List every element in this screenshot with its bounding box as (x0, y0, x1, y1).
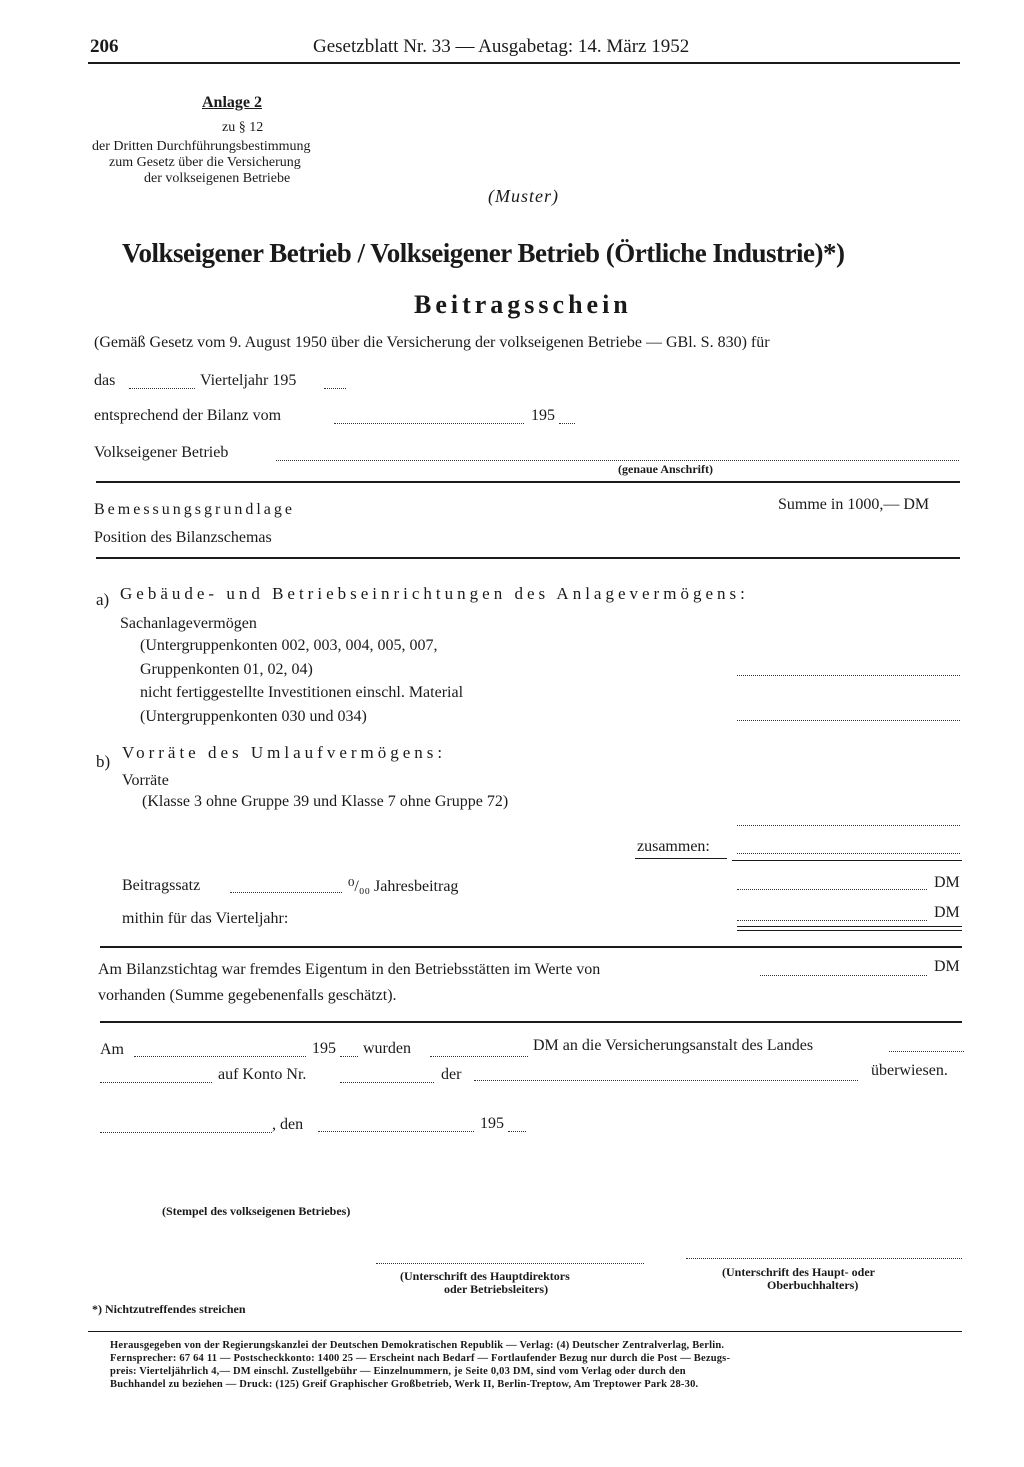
konto-nr-field[interactable] (340, 1082, 434, 1083)
bank-field[interactable] (474, 1080, 858, 1081)
signature-hauptdirektor-line[interactable] (376, 1263, 644, 1264)
section-rule-3 (100, 946, 962, 948)
annex-line2: zum Gesetz über die Versicherung (109, 155, 301, 170)
konto-prefix-field[interactable] (100, 1082, 212, 1083)
signature-hauptdirektor-l1: (Unterschrift des Hauptdirektors (400, 1269, 570, 1283)
imprint-line2: Fernsprecher: 67 64 11 — Postscheckkonto: 1400 25 — Erscheint nach Bedarf — Fortlaufender Bezug nur durch die Post — Bezugs- (110, 1353, 731, 1364)
zusammen-field[interactable] (737, 853, 960, 854)
intro-text: (Gemäß Gesetz vom 9. August 1950 über die Versicherung der volkseigenen Betriebe — GBl. S. 830) für (94, 334, 770, 351)
muster-label: (Muster) (488, 186, 559, 206)
betrag-field[interactable] (430, 1056, 528, 1057)
den-year-field[interactable] (508, 1131, 526, 1132)
annex-label: Anlage 2 (202, 94, 262, 111)
wurden-label: wurden (363, 1040, 411, 1057)
bilanz-label: entsprechend der Bilanz vom (94, 407, 282, 424)
stempel-label: (Stempel des volkseigenen Betriebes) (162, 1204, 351, 1218)
annex-line3: der volkseigenen Betriebe (144, 171, 291, 186)
das-field[interactable] (129, 388, 195, 389)
vierteljahr-beitrag-field[interactable] (737, 920, 927, 921)
ort-field[interactable] (100, 1132, 272, 1133)
jahresbeitrag-label: ⁰/₀₀ Jahresbeitrag (348, 878, 459, 895)
signature-hauptbuchhalter-l1: (Unterschrift des Haupt- oder (722, 1265, 875, 1279)
annex-line1: der Dritten Durchführungsbestimmung (92, 139, 311, 154)
summe-heading: Summe in 1000,— DM (778, 496, 930, 513)
bemessung-heading: Bemessungsgrundlage (94, 501, 295, 518)
bilanz-date-field[interactable] (334, 423, 524, 424)
imprint-line4: Buchhandel zu beziehen — Druck: (125) Greif Graphischer Großbetrieb, Werk II, Berlin-Treptow, Am Treptower Park 28-30. (110, 1379, 699, 1390)
vierteljahr-beitrag-label: mithin für das Vierteljahr: (122, 910, 289, 927)
land-field[interactable] (889, 1051, 964, 1052)
page-number: 206 (90, 36, 119, 57)
section-rule-1 (96, 481, 960, 483)
betrieb-label: Volkseigener Betrieb (94, 444, 229, 461)
beitragssatz-label: Beitragssatz (122, 877, 201, 894)
am-year-label: 195 (312, 1040, 336, 1057)
eigentum-dm: DM (934, 958, 960, 975)
bilanz-year-field[interactable] (559, 423, 575, 424)
konto-label: auf Konto Nr. (218, 1066, 307, 1083)
betrieb-field[interactable] (276, 460, 959, 461)
a-line5: (Untergruppenkonten 030 und 034) (140, 708, 367, 725)
b-line2: (Klasse 3 ohne Gruppe 39 und Klasse 7 ohne Gruppe 72) (142, 793, 509, 810)
b-line1: Vorräte (122, 772, 169, 789)
total-double-rule-1 (737, 926, 962, 927)
header-rule (88, 62, 960, 64)
zusammen-label: zusammen: (637, 838, 710, 855)
footnote: *) Nichtzutreffendes streichen (92, 1302, 246, 1316)
annex-ref: zu § 12 (222, 120, 264, 135)
a-line3: Gruppenkonten 01, 02, 04) (140, 661, 313, 678)
imprint-line1: Herausgegeben von der Regierungskanzlei der Deutschen Demokratischen Republik — Verlag: (4) Deutscher Zentralverlag, Berlin. (110, 1340, 725, 1351)
vierteljahr-label: Vierteljahr 195 (200, 372, 297, 389)
zusammen-rule (732, 860, 962, 861)
section-rule-4 (100, 1021, 962, 1023)
imprint-line3: preis: Vierteljährlich 4,— DM einschl. Zustellgebühr — Einzelnummern, je Seite 0,03 DM, sind vom Verlag oder durch den (110, 1366, 686, 1377)
ueberwiesen-label: überwiesen. (871, 1062, 948, 1079)
der-label: der (441, 1066, 462, 1083)
anschrift-label: (genaue Anschrift) (618, 462, 713, 476)
header-title: Gesetzblatt Nr. 33 — Ausgabetag: 14. März 1952 (313, 36, 690, 57)
signature-hauptbuchhalter-line[interactable] (686, 1258, 962, 1259)
a-marker: a) (96, 590, 110, 609)
b-value-field[interactable] (737, 825, 960, 826)
bilanz-year-label: 195 (531, 407, 555, 424)
a-value-field-2[interactable] (737, 720, 960, 721)
a-heading: Gebäude- und Betriebseinrichtungen des Anlagevermögens: (120, 584, 749, 603)
signature-hauptbuchhalter-l2: Oberbuchhalters) (767, 1278, 859, 1292)
jahresbeitrag-dm: DM (934, 874, 960, 891)
eigentum-value-field[interactable] (760, 975, 927, 976)
total-double-rule-2 (737, 930, 962, 931)
a-value-field-1[interactable] (737, 675, 960, 676)
beitragssatz-field[interactable] (230, 892, 342, 893)
den-year-label: 195 (480, 1115, 504, 1132)
das-label: das (94, 372, 116, 389)
zusammen-underline (635, 858, 727, 859)
am-year-field[interactable] (340, 1056, 358, 1057)
signature-hauptdirektor-l2: oder Betriebsleiters) (444, 1282, 549, 1296)
b-marker: b) (96, 752, 111, 771)
den-date-field[interactable] (318, 1131, 474, 1132)
am-date-field[interactable] (134, 1056, 306, 1057)
a-line2: (Untergruppenkonten 002, 003, 004, 005, 007, (140, 637, 438, 654)
a-line4: nicht fertiggestellte Investitionen einschl. Material (140, 684, 464, 701)
dm-an-label: DM an die Versicherungsanstalt des Landes (533, 1037, 814, 1054)
b-heading: Vorräte des Umlaufvermögens: (122, 743, 447, 762)
imprint-rule (88, 1331, 962, 1332)
jahresbeitrag-field[interactable] (737, 889, 927, 890)
am-label: Am (100, 1041, 124, 1058)
a-line1: Sachanlagevermögen (120, 615, 257, 632)
eigentum-line2: vorhanden (Summe gegebenenfalls geschätzt). (98, 987, 397, 1004)
section-rule-2 (96, 557, 960, 559)
main-title: Volkseigener Betrieb / Volkseigener Betrieb (Örtliche Industrie)*) (122, 238, 845, 268)
subtitle: Beitragsschein (414, 290, 632, 319)
position-label: Position des Bilanzschemas (94, 529, 272, 546)
vierteljahr-beitrag-dm: DM (934, 904, 960, 921)
vierteljahr-year-field[interactable] (324, 388, 346, 389)
den-label: , den (272, 1116, 304, 1133)
eigentum-line1: Am Bilanzstichtag war fremdes Eigentum in den Betriebsstätten im Werte von (98, 961, 601, 978)
